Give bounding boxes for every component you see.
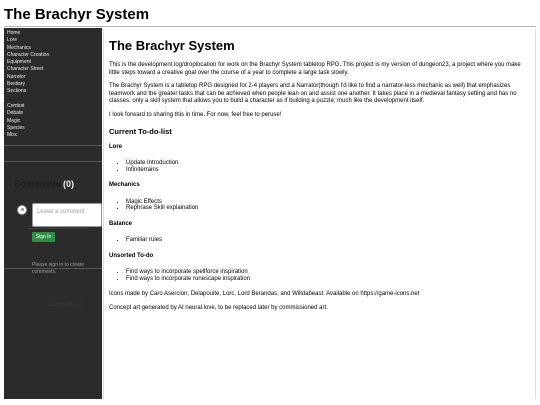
main-content — [103, 29, 536, 399]
comment-input[interactable]: Leave a comment — [32, 203, 102, 227]
page-title: The Brachyr System — [109, 38, 235, 53]
todo-heading: Current To-do-list — [109, 127, 172, 136]
nav-item-magic[interactable]: Magic — [7, 117, 21, 124]
nav-item-sections[interactable]: Sections — [7, 88, 27, 95]
mechanics-list — [120, 199, 529, 212]
list-item: • Find ways to incorporate runescape inspiration — [126, 276, 529, 283]
list-item: • Familiar rules — [126, 237, 529, 244]
description-paragraph: The Brachyr System is a tabletop RPG designed for 2-4 players and a Narrator(though I'd like to find a narrator-less mechanic as well) that emphasizes teamwork and the greater tasks that can be achieved when people lean on and assist one another. It takes place in a medieval fantasy setting and has no classes, only a skill system that allows you to build a character as if building a puzzle; much like the development itself. — [109, 83, 517, 104]
nav-item-equipment[interactable]: Equipment — [7, 59, 31, 66]
section-title-unsorted: Unsorted To-do — [109, 252, 154, 259]
nav-item-misc[interactable]: Misc — [7, 132, 18, 139]
art-note: Concept art generated by AI neural.love, to be replaced later by commissioned art. — [109, 304, 328, 311]
list-item: • Find ways to incorporate spellforce inspiration — [126, 269, 529, 276]
section-title-mechanics: Mechanics — [109, 182, 140, 188]
user-avatar-icon — [17, 205, 27, 215]
unsorted-list — [120, 269, 529, 282]
nav-item-debate[interactable]: Debate — [7, 110, 24, 117]
comments-divider — [4, 161, 102, 162]
list-item: • Infiniterrains — [126, 167, 529, 174]
section-title-lore: Lore — [109, 143, 123, 150]
site-title: The Brachyr System — [4, 6, 150, 23]
lore-list — [120, 160, 529, 173]
nav-item-narrator[interactable]: Narrator — [7, 73, 26, 80]
closing-paragraph: I look forward to sharing this in time. For now, feel free to peruse! — [109, 111, 282, 118]
section-title-balance: Balance — [109, 220, 133, 227]
comments-count: (0) — [63, 179, 75, 189]
nav-item-bestiary[interactable]: Bestiary — [7, 81, 26, 88]
list-item: • Magic Effects — [126, 199, 529, 206]
intro-paragraph: This is the development log/droplocation for work on the Brachyr System tabletop RPG. This project is my version of dungeon23, a project where you make little steps toward a creative goal over the course of a year to complete a large task slowly. — [109, 62, 521, 76]
sidebar-nav — [4, 30, 102, 139]
header-divider — [4, 26, 536, 27]
nav-item-home[interactable]: Home — [7, 30, 21, 36]
icon-credits: Icons made by Caro Asercion, Delapouite, Lorc, Lord Berandas, and Willdabeast. Available on https://game-icons.net — [109, 291, 420, 297]
comments-title: Comments — [14, 179, 61, 189]
nav-item-mechanics[interactable]: Mechanics — [7, 44, 31, 51]
signin-note: Please sign in to create comments. — [32, 262, 84, 275]
article-body — [109, 62, 529, 318]
nav-spacer — [4, 96, 102, 103]
signin-divider — [28, 228, 88, 229]
sidebar-divider — [4, 145, 102, 146]
nav-item-character-creation[interactable]: Character Creation — [7, 51, 50, 58]
nav-item-lore[interactable]: Lore — [7, 37, 18, 44]
nav-item-combat[interactable]: Combat — [7, 102, 25, 109]
balance-list — [120, 237, 529, 244]
sign-in-button[interactable]: Sign In — [32, 232, 55, 242]
sidebar-bottom-divider — [4, 268, 102, 269]
powered-by-link[interactable]: Commentbox.io — [48, 302, 84, 308]
nav-item-character-sheet[interactable]: Character Sheet — [7, 66, 44, 73]
nav-item-species[interactable]: Species — [7, 124, 25, 131]
list-item: • Update Introduction — [126, 160, 529, 167]
sidebar — [4, 28, 102, 399]
comments-heading — [14, 179, 74, 189]
list-item: • Rephrase Skill explaination — [126, 205, 529, 212]
